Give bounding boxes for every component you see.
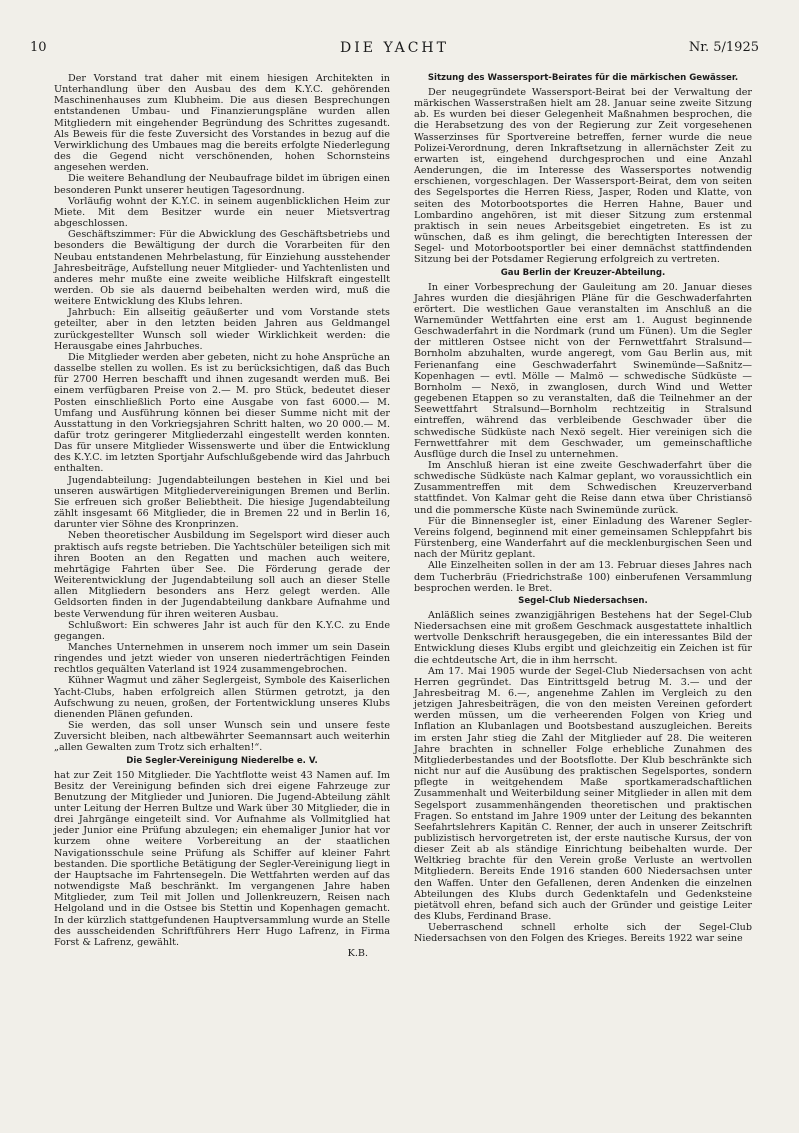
paragraph: Die Mitglieder werden aber gebeten, nicht zu hohe Ansprüche an dasselbe stellen zu wollen. Es ist zu berücksichtigen, daß das Buch für 2700 Herren beschafft und ihnen zugesandt werden muß. Bei einem verfügbaren Preise von 2.— M. pro Stück, bedeutet dieser Posten einschließlich Porto eine Ausgabe von fast 6000.— M. Umfang und Ausführung können bei dieser Summe nicht mit der Ausstattung in den Vorkriegsjahren Schritt halten, wo 20 000.— M. dafür trotz geringerer Mitgliederzahl eingestellt werden konnten. Das für unsere Mitglieder Wissenswerte und über die Entwicklung des K.Y.C. im letzten Sportjahr Aufschlußgebende wird das Jahrbuch enthalten.	[54, 351, 390, 475]
section-heading: Sitzung des Wassersport-Beirates für die märkischen Gewässer.	[427, 73, 739, 83]
right-column	[414, 73, 752, 945]
paragraph: Der neugegründete Wassersport-Beirat bei der Verwaltung der märkischen Wasserstraßen hielt am 28. Januar seine zweite Sitzung ab. Es wurden bei dieser Gelegenheit Maßnahmen besprochen, die die Herabsetzung des von der Regierung zur Zeit vorgesehenen Wasserzinses für Sportvereine betreffen, ferner wurde die neue Polizei-Verordnung, deren Inkraftsetzung in allernächster Zeit zu erwarten ist, eingehend durchgesprochen und eine Anzahl Aenderungen, die im Interesse des Wassersportes notwendig erschienen, vorgeschlagen. Der Wassersport-Beirat, dem von seiten des Segelsportes die Herren Riess, Jasper, Roden und Klatte, von seiten des Motorbootsportes die Herren Hahne, Bauer und Lombardino angehören, ist mit dieser Sitzung zum erstenmal praktisch in sein neues Arbeitsgebiet eingetreten. Es ist zu wünschen, daß es ihm gelingt, die berechtigten Interessen der Segel- und Motorbootsportler bei einer demnächst stattfindenden Sitzung bei der Potsdamer Regierung erfolgreich zu vertreten.	[414, 87, 752, 266]
paragraph: hat zur Zeit 150 Mitglieder. Die Yachtflotte weist 43 Namen auf. Im Besitz der Vereinigung befinden sich drei eigene Fahrzeuge zur Benutzung der Mitglieder und Junioren. Die Jugend-Abteilung zählt unter Leitung der Herren Bultze und Wark über 30 Mitglieder, die in drei Jahrgänge eingeteilt sind. Vor Aufnahme als Vollmitglied hat jeder Junior eine Prüfung abzulegen; ein ehemaliger Junior hat vor kurzem ohne weitere Vorbereitung an der staatlichen Navigationsschule seine Prüfung als Schiffer auf kleiner Fahrt bestanden. Die sportliche Betätigung der Segler-Vereinigung liegt in der Hauptsache im Fahrtensegeln. Die Wettfahrten werden auf das notwendigste Maß beschränkt. Im vergangenen Jahre haben Mitglieder, zum Teil mit Jollen und Jollenkreuzern, Reisen nach Helgoland und in die Ostsee bis Stettin und Kopenhagen gemacht. In der kürzlich stattgefundenen Hauptversammlung wurde an Stelle des ausscheidenden Schriftführers Herr Hugo Lafrenz, in Firma Forst & Lafrenz, gewählt.	[54, 769, 390, 948]
paragraph: Jugendabteilung: Jugendabteilungen bestehen in Kiel und bei unseren auswärtigen Mitgliedervereinigungen Bremen und Berlin. Sie erfreuen sich großer Beliebtheit. Die hiesige Jugendabteilung zählt insgesamt 66 Mitglieder, die in Bremen 22 und in Berlin 16, darunter vier Söhne des Kronprinzen.	[54, 474, 390, 531]
page-number: 10	[30, 40, 47, 55]
paragraph: Kühner Wagmut und zäher Seglergeist, Symbole des Kaiserlichen Yacht-Clubs, haben erfolgreich allen Stürmen getrotzt, ja den Aufschwung zu neuen, großen, der Fortentwicklung unseres Klubs dienenden Plänen gefunden.	[54, 675, 390, 720]
paragraph: Die weitere Behandlung der Neubaufrage bildet im übrigen einen besonderen Punkt unserer heutigen Tagesordnung.	[54, 173, 390, 196]
paragraph: In einer Vorbesprechung der Gauleitung am 20. Januar dieses Jahres wurden die diesjährigen Pläne für die Geschwaderfahrten erörtert. Die westlichen Gaue veranstalten im Anschluß an die Warnemünder Wettfahrten eine erst am 1. August beginnende Geschwaderfahrt in die Nordmark (rund um Fünen). Um die Segler der mittleren Ostsee nicht von der Fernwettfahrt Stralsund—Bornholm abzuhalten, wurde angeregt, vom Gau Berlin aus, mit Ferienanfang eine Geschwaderfahrt Swinemünde—Saßnitz—Kopenhagen — evtl. Mölle — Malmö — schwedische Südküste — Bornholm — Nexö, in zwanglosen, durch Wind und Wetter gegebenen Etappen so zu veranstalten, daß die Teilnehmer an der Seewettfahrt Stralsund—Bornholm rechtzeitig in Stralsund eintreffen, während das verbleibende Geschwader über die schwedische Südküste nach Nexö segelt. Hier vereinigen sich die Fernwettfahrer mit dem Geschwader, um gemeinschaftliche Ausflüge durch die Insel zu unternehmen.	[414, 281, 752, 460]
paragraph: Vorläufig wohnt der K.Y.C. in seinem augenblicklichen Heim zur Miete. Mit dem Besitzer wurde ein neuer Mietsvertrag abgeschlossen.	[54, 195, 390, 230]
paragraph: Alle Einzelheiten sollen in der am 13. Februar dieses Jahres nach dem Tucherbräu (Friedrichstraße 100) einberufenen Versammlung besprochen werden. le Bret.	[414, 560, 752, 594]
section-heading: Gau Berlin der Kreuzer-Abteilung.	[500, 267, 666, 278]
paragraph: Der Vorstand trat daher mit einem hiesigen Architekten in Unterhandlung über den Ausbau des dem K.Y.C. gehörenden Maschinenhauses zum Klubheim. Die aus diesen Besprechungen entstandenen Umbau- und Finanzierungspläne wurden allen Mitgliedern mit eingehender Begründung des Schrittes zugesandt. Als Beweis für die feste Zuversicht des Vorstandes in bezug auf die Verwirklichung des Umbaues mag die bereits erfolgte Niederlegung des die Gegend nicht verschönenden, hohen Schornsteins angesehen werden.	[54, 73, 390, 174]
paragraph: Sie werden, das soll unser Wunsch sein und unsere feste Zuversicht bleiben, nach altbewährter Seemannsart auch weiterhin „allen Gewalten zum Trotz sich erhalten!“.	[54, 720, 390, 754]
paragraph: Im Anschluß hieran ist eine zweite Geschwaderfahrt über die schwedische Südküste nach Kalmar geplant, wo voraussichtlich ein Zusammentreffen mit dem Schwedischen Kreuzerverband stattfindet. Von Kalmar geht die Reise dann etwa über Christiansö und die pommersche Küste nach Swinemünde zurück.	[414, 460, 752, 516]
section-heading: Segel-Club Niedersachsen.	[518, 595, 648, 606]
issue-number: Nr. 5/1925	[688, 40, 759, 55]
paragraph: Schlußwort: Ein schweres Jahr ist auch für den K.Y.C. zu Ende gegangen.	[54, 619, 390, 642]
paragraph: Geschäftszimmer: Für die Abwicklung des Geschäftsbetriebs und besonders die Bewältigung der durch die Vorarbeiten für den Neubau entstandenen Mehrbelastung, für Einziehung ausstehender Jahresbeiträge, Aufstellung neuer Mitglieder- und Yachtenlisten und anderes mehr mußte eine zweite weibliche Hilfskraft eingestellt werden. Ob sie als dauernd beibehalten werden wird, muß die weitere Entwicklung des Klubs lehren.	[54, 229, 390, 308]
paragraph: Für die Binnensegler ist, einer Einladung des Warener Segler-Vereins folgend, beginnend mit einer gemeinsamen Schleppfahrt bis Fürstenberg, eine Wanderfahrt auf die mecklenburgischen Seen und nach der Müritz geplant.	[414, 515, 752, 561]
author-signature: K.B.	[347, 948, 368, 960]
left-column	[54, 73, 390, 959]
paragraph: Anläßlich seines zwanzigjährigen Bestehens hat der Segel-Club Niedersachsen eine mit großem Geschmack ausgestattete inhaltlich wertvolle Denkschrift herausgegeben, die ein interessantes Bild der Entwicklung dieses Klubs ergibt und gleichzeitig ein Zeichen ist für die echtdeutsche Art, die in ihm herrscht.	[414, 609, 752, 666]
paragraph: Manches Unternehmen in unserem noch immer um sein Dasein ringendes und jetzt wieder von unseren niederträchtigen Feinden rechtlos gequälten Vaterland ist 1924 zusammengebrochen.	[54, 641, 390, 676]
page-header	[30, 40, 759, 62]
section-heading: Die Segler-Vereinigung Niederelbe e. V.	[126, 755, 318, 766]
paragraph: Neben theoretischer Ausbildung im Segelsport wird dieser auch praktisch aufs regste betrieben. Die Yachtschüler beteiligen sich mit ihren Booten an den Regatten und machen auch weitere, mehrtägige Fahrten über See. Die Förderung gerade der Weiterentwicklung der Jugendabteilung soll auch an dieser Stelle allen Mitgliedern besonders ans Herz gelegt werden. Alle Geldsorten finden in der Jugendabteilung dankbare Aufnahme und beste Verwendung für ihren weiteren Ausbau.	[54, 530, 390, 620]
magazine-title: DIE YACHT	[340, 40, 449, 56]
paragraph: Jahrbuch: Ein allseitig geäußerter und vom Vorstande stets geteilter, aber in den letzten beiden Jahren aus Geldmangel zurückgestellter Wunsch soll wieder Wirklichkeit werden: die Herausgabe eines Jahrbuches.	[54, 307, 390, 352]
paragraph: Ueberraschend schnell erholte sich der Segel-Club Niedersachsen von den Folgen des Krieges. Bereits 1922 war seine	[414, 922, 752, 945]
paragraph: Am 17. Mai 1905 wurde der Segel-Club Niedersachsen von acht Herren gegründet. Das Eintrittsgeld betrug M. 3.— und der Jahresbeitrag M. 6.—, angenehme Zahlen im Vergleich zu den jetzigen Jahresbeiträgen, die von den meisten Vereinen gefordert werden müssen, um die verheerenden Folgen von Krieg und Inflation an Klubanlagen und Bootsbestand auszugleichen. Bereits im ersten Jahr stieg die Zahl der Mitglieder auf 28. Die weiteren Jahre brachten in schneller Folge erhebliche Zunahmen des Mitgliederbestandes und der Bootsflotte. Der Klub beschränkte sich nicht nur auf die Ausübung des praktischen Segelsportes, sondern pflegte in weitgehendem Maße sportkameradschaftlichen Zusammenhalt und Weiterbildung seiner Mitglieder in allen mit dem Segelsport zusammenhängenden theoretischen und praktischen Fragen. So entstand im Jahre 1909 unter der Leitung des bekannten Seefahrtslehrers Kapitän C. Renner, der auch in unserer Zeitschrift publizistisch hervorgetreten ist, der erste nautische Kursus, der von dieser Zeit ab als ständige Einrichtung beibehalten wurde. Der Weltkrieg brachte für den Verein große Verluste an wertvollen Mitgliedern. Bereits Ende 1916 standen 600 Niedersachsen unter den Waffen. Unter den Gefallenen, deren Andenken die einzelnen Abteilungen des Klubs durch Gedenktafeln und Gedenksteine pietätvoll ehren, befand sich auch der Gründer und geistige Leiter des Klubs, Ferdinand Brase.	[414, 665, 752, 923]
